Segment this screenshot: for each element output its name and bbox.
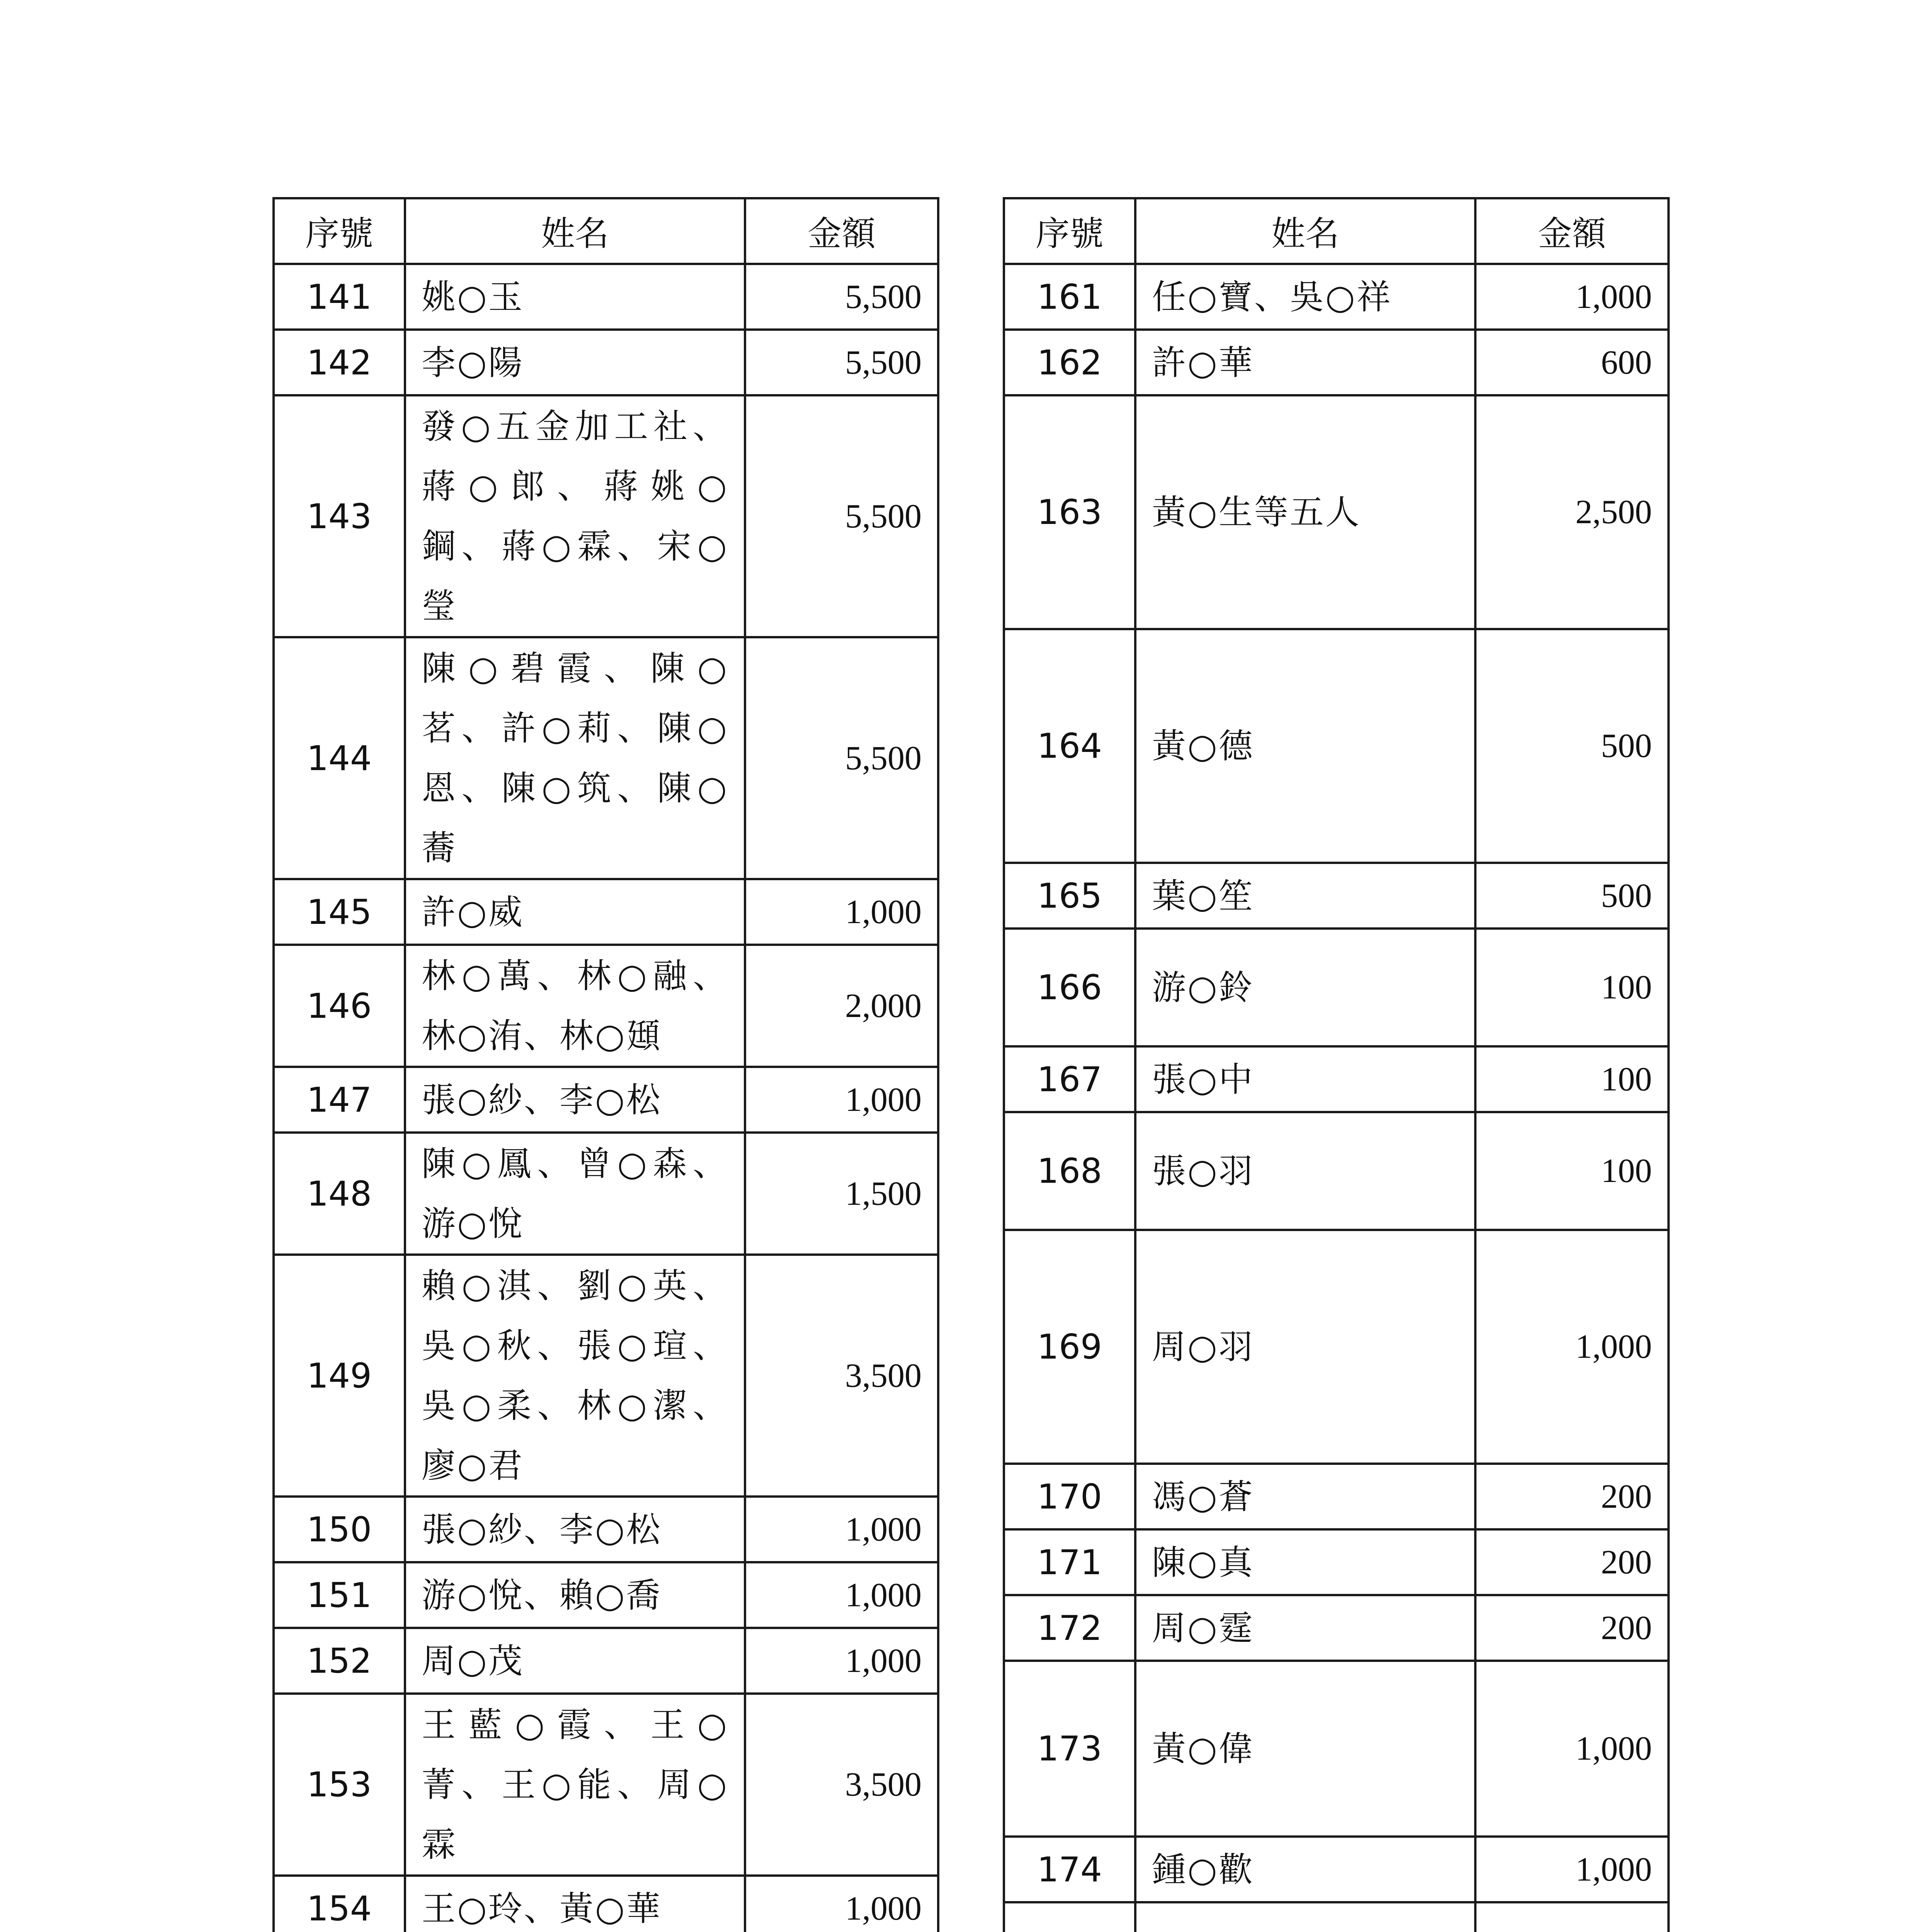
donor-name: 張○羽 bbox=[1135, 1112, 1475, 1230]
table-row bbox=[1004, 395, 1669, 629]
donor-name: 馮○蒼 bbox=[1135, 1464, 1475, 1529]
serial-number: 142 bbox=[274, 330, 405, 395]
donor-name: 許○威 bbox=[405, 879, 745, 945]
header-amount: 金額 bbox=[1475, 198, 1669, 264]
donation-amount: 200 bbox=[1475, 1464, 1669, 1529]
donor-name: 黃○生等五人 bbox=[1135, 395, 1475, 629]
table-row bbox=[1004, 1595, 1669, 1661]
donation-amount: 100 bbox=[1475, 929, 1669, 1046]
table-row bbox=[274, 879, 938, 945]
table-row bbox=[274, 637, 938, 879]
donor-name: 李○陽 bbox=[405, 330, 745, 395]
donor-name: 林○萬、林○融、林○洧、林○頲 bbox=[405, 945, 745, 1067]
table-row bbox=[274, 1133, 938, 1255]
donation-amount: 3,500 bbox=[745, 1694, 938, 1876]
donor-name: 鍾○歡 bbox=[1135, 1837, 1475, 1902]
table-row bbox=[274, 264, 938, 330]
donation-amount: 1,000 bbox=[745, 1497, 938, 1562]
serial-number: 150 bbox=[274, 1497, 405, 1562]
serial-number: 144 bbox=[274, 637, 405, 879]
donor-name: 陳○真 bbox=[1135, 1529, 1475, 1595]
donation-amount bbox=[1475, 1902, 1669, 1932]
donor-name: 陳○鳳、曾○森、游○悅 bbox=[405, 1133, 745, 1255]
table-row bbox=[1004, 1230, 1669, 1464]
table-row bbox=[1004, 629, 1669, 863]
serial-number: 164 bbox=[1004, 629, 1135, 863]
donation-amount: 1,000 bbox=[745, 879, 938, 945]
table-row bbox=[274, 1067, 938, 1133]
serial-number: 148 bbox=[274, 1133, 405, 1255]
donation-amount: 1,000 bbox=[1475, 1661, 1669, 1837]
donation-amount: 1,000 bbox=[745, 1628, 938, 1694]
table-row bbox=[1004, 330, 1669, 395]
serial-number: 151 bbox=[274, 1562, 405, 1628]
table-row bbox=[1004, 1902, 1669, 1932]
donation-amount: 1,000 bbox=[1475, 264, 1669, 330]
table-row bbox=[1004, 1112, 1669, 1230]
donor-name: 周○羽 bbox=[1135, 1230, 1475, 1464]
table-row bbox=[1004, 1464, 1669, 1529]
table-row bbox=[1004, 1837, 1669, 1902]
serial-number: 141 bbox=[274, 264, 405, 330]
donation-amount: 3,500 bbox=[745, 1255, 938, 1497]
donation-amount: 1,000 bbox=[1475, 1837, 1669, 1902]
serial-number: 145 bbox=[274, 879, 405, 945]
serial-number: 146 bbox=[274, 945, 405, 1067]
table-header-row bbox=[274, 198, 938, 264]
serial-number: 152 bbox=[274, 1628, 405, 1694]
serial-number: 163 bbox=[1004, 395, 1135, 629]
table-row bbox=[1004, 1046, 1669, 1112]
serial-number: 171 bbox=[1004, 1529, 1135, 1595]
donor-name: 姚○玉 bbox=[405, 264, 745, 330]
table-row bbox=[274, 1497, 938, 1562]
donation-amount: 1,000 bbox=[745, 1876, 938, 1932]
donation-amount: 1,000 bbox=[745, 1562, 938, 1628]
serial-number: 153 bbox=[274, 1694, 405, 1876]
donation-amount: 600 bbox=[1475, 330, 1669, 395]
donor-name: 周○霆 bbox=[1135, 1595, 1475, 1661]
donation-amount: 100 bbox=[1475, 1112, 1669, 1230]
donor-name: 葉○笙 bbox=[1135, 863, 1475, 929]
donation-amount: 500 bbox=[1475, 629, 1669, 863]
serial-number: 143 bbox=[274, 395, 405, 637]
serial-number bbox=[1004, 1902, 1135, 1932]
donor-name: 游○悅、賴○喬 bbox=[405, 1562, 745, 1628]
donor-rows-right bbox=[1004, 264, 1669, 1932]
serial-number: 149 bbox=[274, 1255, 405, 1497]
donor-name: 王藍○霞、王○菁、王○能、周○霖 bbox=[405, 1694, 745, 1876]
table-row bbox=[1004, 863, 1669, 929]
donor-name: 黃○偉 bbox=[1135, 1661, 1475, 1837]
donor-name: 張○紗、李○松 bbox=[405, 1497, 745, 1562]
donation-amount: 2,500 bbox=[1475, 395, 1669, 629]
donor-name: 周○茂 bbox=[405, 1628, 745, 1694]
donor-name: 賴○淇、劉○英、吳○秋、張○瑄、吳○柔、林○潔、廖○君 bbox=[405, 1255, 745, 1497]
donation-amount: 5,500 bbox=[745, 330, 938, 395]
header-name: 姓名 bbox=[405, 198, 745, 264]
serial-number: 167 bbox=[1004, 1046, 1135, 1112]
serial-number: 161 bbox=[1004, 264, 1135, 330]
donor-name: 許○華 bbox=[1135, 330, 1475, 395]
donation-amount: 1,000 bbox=[745, 1067, 938, 1133]
serial-number: 154 bbox=[274, 1876, 405, 1932]
serial-number: 165 bbox=[1004, 863, 1135, 929]
table-row bbox=[274, 1694, 938, 1876]
serial-number: 174 bbox=[1004, 1837, 1135, 1902]
donor-rows-left bbox=[274, 264, 938, 1932]
serial-number: 166 bbox=[1004, 929, 1135, 1046]
donation-amount: 200 bbox=[1475, 1595, 1669, 1661]
table-row bbox=[274, 395, 938, 637]
donor-name: 張○紗、李○松 bbox=[405, 1067, 745, 1133]
donor-name: 王○玲、黃○華 bbox=[405, 1876, 745, 1932]
table-row bbox=[1004, 1661, 1669, 1837]
serial-number: 172 bbox=[1004, 1595, 1135, 1661]
donor-name: 游○鈴 bbox=[1135, 929, 1475, 1046]
table-row bbox=[274, 330, 938, 395]
donation-amount: 200 bbox=[1475, 1529, 1669, 1595]
table-row bbox=[274, 1562, 938, 1628]
header-serial-number: 序號 bbox=[1004, 198, 1135, 264]
donation-amount: 5,500 bbox=[745, 637, 938, 879]
donation-amount: 1,000 bbox=[1475, 1230, 1669, 1464]
serial-number: 170 bbox=[1004, 1464, 1135, 1529]
donor-name: 發○五金加工社、蔣○郎、蔣姚○鋼、蔣○霖、宋○瑩 bbox=[405, 395, 745, 637]
donor-name: 黃○德 bbox=[1135, 629, 1475, 863]
header-name: 姓名 bbox=[1135, 198, 1475, 264]
donation-amount: 1,500 bbox=[745, 1133, 938, 1255]
table-row bbox=[1004, 264, 1669, 330]
serial-number: 162 bbox=[1004, 330, 1135, 395]
serial-number: 147 bbox=[274, 1067, 405, 1133]
header-amount: 金額 bbox=[745, 198, 938, 264]
donation-amount: 2,000 bbox=[745, 945, 938, 1067]
donor-table-right bbox=[1003, 197, 1670, 1932]
donor-name: 任○寶、吳○祥 bbox=[1135, 264, 1475, 330]
donation-amount: 100 bbox=[1475, 1046, 1669, 1112]
donor-table-left bbox=[272, 197, 939, 1932]
serial-number: 169 bbox=[1004, 1230, 1135, 1464]
table-row bbox=[274, 1255, 938, 1497]
donor-name bbox=[1135, 1902, 1475, 1932]
table-row bbox=[1004, 1529, 1669, 1595]
donation-amount: 5,500 bbox=[745, 264, 938, 330]
table-row bbox=[274, 1628, 938, 1694]
serial-number: 168 bbox=[1004, 1112, 1135, 1230]
table-row bbox=[274, 1876, 938, 1932]
donor-name: 陳○碧霞、陳○茗、許○莉、陳○恩、陳○筑、陳○蕎 bbox=[405, 637, 745, 879]
table-header-row bbox=[1004, 198, 1669, 264]
table-row bbox=[1004, 929, 1669, 1046]
table-row bbox=[274, 945, 938, 1067]
serial-number: 173 bbox=[1004, 1661, 1135, 1837]
donor-name: 張○中 bbox=[1135, 1046, 1475, 1112]
donation-amount: 500 bbox=[1475, 863, 1669, 929]
donation-amount: 5,500 bbox=[745, 395, 938, 637]
header-serial-number: 序號 bbox=[274, 198, 405, 264]
